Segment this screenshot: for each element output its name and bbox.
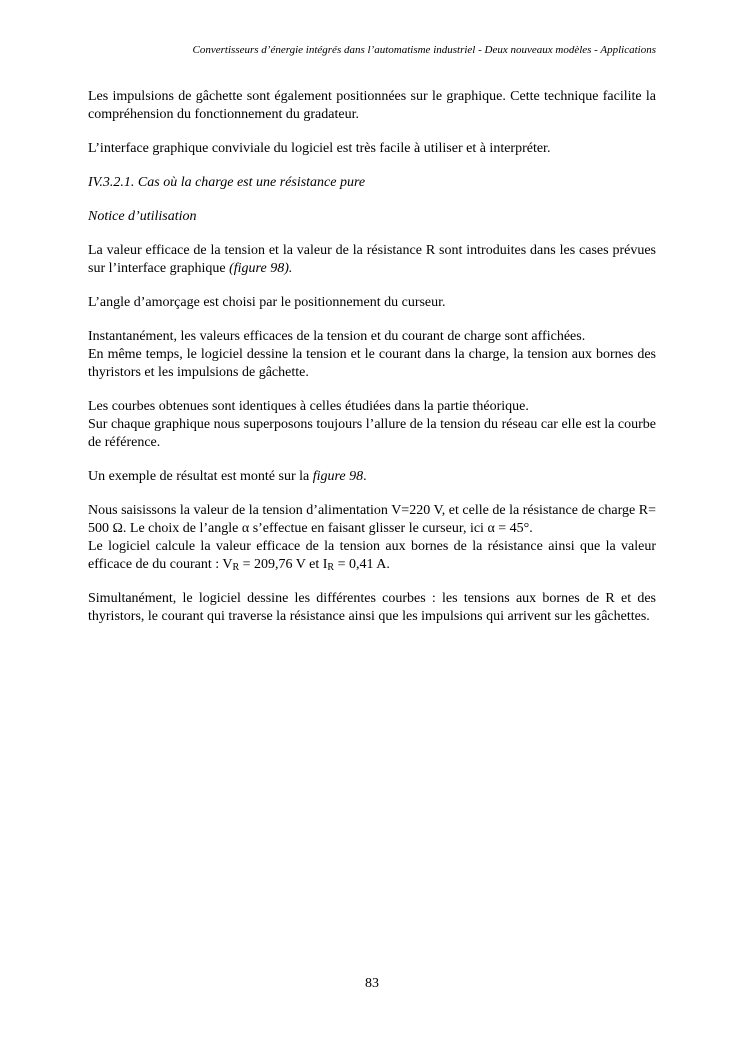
computed-values-text-b: = 209,76 V et I [239,557,328,572]
paragraph-example-end: . [363,469,367,484]
subheading-usage-notice: Notice d’utilisation [88,209,197,224]
figure-reference: (figure 98). [229,261,293,276]
computed-values-text-c: = 0,41 A. [334,557,390,572]
paragraph-firing-angle: L’angle d’amorçage est choisi par le positionnement du curseur. [88,295,446,310]
paragraph-drawing: En même temps, le logiciel dessine la tension et le courant dans la charge, la tension aux bornes des thyristors et les impulsions de gâchette. [88,347,656,380]
paragraph-instant-values: Instantanément, les valeurs efficaces de la tension et du courant de charge sont affichées. [88,329,586,344]
figure-reference: figure 98 [312,469,364,484]
paragraph-trigger-pulses: Les impulsions de gâchette sont également positionnées sur le graphique. Cette technique facilite la compréhension du fonctionnement du gradateur. [88,89,656,122]
paragraph-reference-curve: Sur chaque graphique nous superposons toujours l’allure de la tension du réseau car elle est la courbe de référence. [88,417,656,450]
page-number: 83 [365,976,379,991]
paragraph-interface: L’interface graphique conviviale du logiciel est très facile à utiliser et à interpréter. [88,141,551,156]
paragraph-simultaneous: Simultanément, le logiciel dessine les différentes courbes : les tensions aux bornes de R et des thyristors, le courant qui traverse la résistance ainsi que les impulsions qui arrivent sur les gâchettes. [88,591,656,624]
paragraph-inputs [88,242,656,278]
section-heading: IV.3.2.1. Cas où la charge est une résistance pure [88,175,366,190]
paragraph-example-text: Un exemple de résultat est monté sur la [88,469,313,484]
subscript-r: R [327,562,335,573]
paragraph-computed-values [88,538,656,574]
computed-values-text-a: Le logiciel calcule la valeur efficace de la tension aux bornes de la résistance ainsi que la valeur efficace de du courant : V [88,539,656,572]
paragraph-input-values: Nous saisissons la valeur de la tension d’alimentation V=220 V, et celle de la résistance de charge R= 500 Ω. Le choix de l’angle α s’effectue en faisant glisser le curseur, ici α = 45°. [88,503,656,536]
subscript-r: R [232,562,240,573]
paragraph-curves: Les courbes obtenues sont identiques à celles étudiées dans la partie théorique. [88,399,529,414]
running-header: Convertisseurs d’énergie intégrés dans l’automatisme industriel - Deux nouveaux modèles - Applications [192,44,656,56]
paragraph-inputs-text: La valeur efficace de la tension et la valeur de la résistance R sont introduites dans les cases prévues sur l’interface graphique [88,243,656,276]
paragraph-example [88,468,656,486]
page-body [88,88,656,626]
